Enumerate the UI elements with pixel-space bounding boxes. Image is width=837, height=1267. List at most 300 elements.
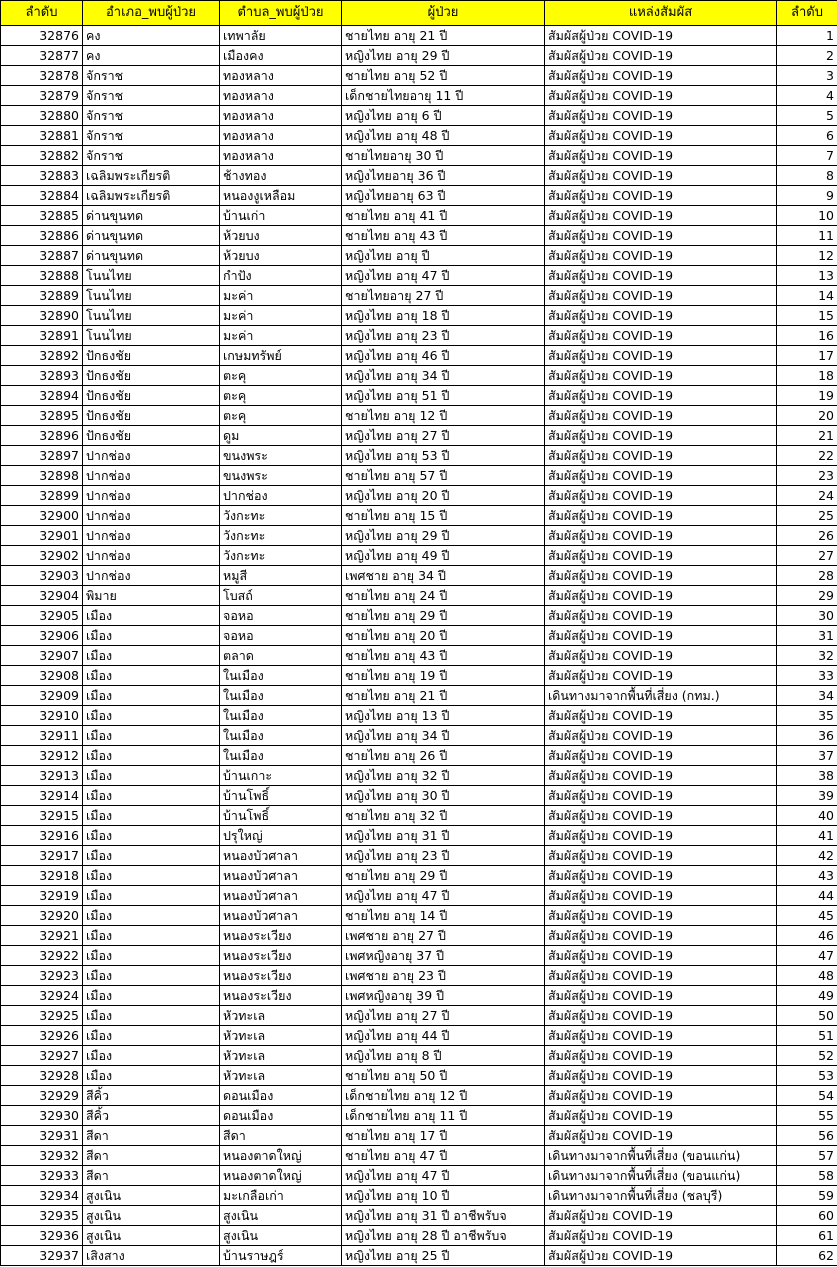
cell-tambon: เมืองคง [220, 46, 342, 66]
cell-amphoe: เมือง [83, 606, 220, 626]
cell-tambon: บ้านโพธิ์ [220, 806, 342, 826]
cell-tambon: หนองบัวศาลา [220, 846, 342, 866]
cell-patient: ชายไทย อายุ 50 ปี [342, 1066, 545, 1086]
cell-tambon: ดอนเมือง [220, 1106, 342, 1126]
table-row [1, 666, 837, 686]
cell-id: 32879 [1, 86, 83, 106]
cell-id: 32922 [1, 946, 83, 966]
cell-seq: 52 [777, 1046, 837, 1066]
cell-source: สัมผัสผู้ป่วย COVID-19 [545, 366, 777, 386]
cell-amphoe: เมือง [83, 886, 220, 906]
cell-source: สัมผัสผู้ป่วย COVID-19 [545, 486, 777, 506]
cell-patient: หญิงไทย อายุ 30 ปี [342, 786, 545, 806]
header-seq: ลำดับ [777, 1, 837, 26]
cell-amphoe: สีดา [83, 1166, 220, 1186]
cell-patient: หญิงไทยอายุ 63 ปี [342, 186, 545, 206]
cell-id: 32930 [1, 1106, 83, 1126]
cell-id: 32899 [1, 486, 83, 506]
cell-tambon: หนองบัวศาลา [220, 866, 342, 886]
cell-seq: 46 [777, 926, 837, 946]
cell-source: สัมผัสผู้ป่วย COVID-19 [545, 906, 777, 926]
cell-patient: ชายไทย อายุ 26 ปี [342, 746, 545, 766]
cell-patient: หญิงไทย อายุ 25 ปี [342, 1246, 545, 1266]
cell-source: สัมผัสผู้ป่วย COVID-19 [545, 86, 777, 106]
cell-patient: หญิงไทย อายุ 29 ปี [342, 526, 545, 546]
cell-id: 32902 [1, 546, 83, 566]
cell-seq: 38 [777, 766, 837, 786]
cell-source: สัมผัสผู้ป่วย COVID-19 [545, 966, 777, 986]
cell-id: 32904 [1, 586, 83, 606]
cell-seq: 7 [777, 146, 837, 166]
table-row [1, 466, 837, 486]
cell-tambon: ตะคุ [220, 406, 342, 426]
cell-seq: 36 [777, 726, 837, 746]
cell-tambon: ปากช่อง [220, 486, 342, 506]
cell-amphoe: ปากช่อง [83, 446, 220, 466]
cell-tambon: หนองบัวศาลา [220, 906, 342, 926]
cell-source: สัมผัสผู้ป่วย COVID-19 [545, 386, 777, 406]
cell-source: สัมผัสผู้ป่วย COVID-19 [545, 1066, 777, 1086]
cell-amphoe: เมือง [83, 806, 220, 826]
cell-seq: 10 [777, 206, 837, 226]
cell-amphoe: เมือง [83, 986, 220, 1006]
cell-amphoe: เมือง [83, 746, 220, 766]
cell-source: สัมผัสผู้ป่วย COVID-19 [545, 346, 777, 366]
cell-source: เดินทางมาจากพื้นที่เสี่ยง (ชลบุรี) [545, 1186, 777, 1206]
cell-tambon: สูงเนิน [220, 1206, 342, 1226]
table-row [1, 426, 837, 446]
table-row [1, 1006, 837, 1026]
cell-source: สัมผัสผู้ป่วย COVID-19 [545, 26, 777, 46]
cell-id: 32909 [1, 686, 83, 706]
cell-seq: 21 [777, 426, 837, 446]
cell-amphoe: จักราช [83, 66, 220, 86]
cell-patient: หญิงไทย อายุ ปี [342, 246, 545, 266]
cell-tambon: ทองหลาง [220, 86, 342, 106]
table-row [1, 446, 837, 466]
table-row [1, 686, 837, 706]
table-row [1, 746, 837, 766]
cell-amphoe: ปากช่อง [83, 486, 220, 506]
cell-source: สัมผัสผู้ป่วย COVID-19 [545, 306, 777, 326]
cell-patient: ชายไทย อายุ 41 ปี [342, 206, 545, 226]
cell-patient: ชายไทย อายุ 43 ปี [342, 226, 545, 246]
cell-tambon: เทพาลัย [220, 26, 342, 46]
cell-id: 32936 [1, 1226, 83, 1246]
cell-seq: 59 [777, 1186, 837, 1206]
cell-amphoe: เมือง [83, 846, 220, 866]
cell-source: สัมผัสผู้ป่วย COVID-19 [545, 926, 777, 946]
table-row [1, 866, 837, 886]
cell-seq: 22 [777, 446, 837, 466]
cell-tambon: วังกะทะ [220, 526, 342, 546]
cell-source: สัมผัสผู้ป่วย COVID-19 [545, 886, 777, 906]
cell-seq: 32 [777, 646, 837, 666]
table-row [1, 946, 837, 966]
cell-seq: 55 [777, 1106, 837, 1126]
table-row [1, 1206, 837, 1226]
cell-seq: 31 [777, 626, 837, 646]
cell-seq: 34 [777, 686, 837, 706]
cell-patient: ชายไทย อายุ 20 ปี [342, 626, 545, 646]
cell-source: สัมผัสผู้ป่วย COVID-19 [545, 1086, 777, 1106]
cell-patient: หญิงไทย อายุ 6 ปี [342, 106, 545, 126]
cell-seq: 53 [777, 1066, 837, 1086]
cell-amphoe: โนนไทย [83, 266, 220, 286]
table-row [1, 46, 837, 66]
cell-tambon: จอหอ [220, 606, 342, 626]
cell-amphoe: สีคิ้ว [83, 1086, 220, 1106]
cell-patient: หญิงไทย อายุ 29 ปี [342, 46, 545, 66]
cell-patient: ชายไทย อายุ 15 ปี [342, 506, 545, 526]
cell-seq: 44 [777, 886, 837, 906]
cell-source: สัมผัสผู้ป่วย COVID-19 [545, 846, 777, 866]
cell-seq: 6 [777, 126, 837, 146]
cell-id: 32914 [1, 786, 83, 806]
header-amphoe: อำเภอ_พบผู้ป่วย [83, 1, 220, 26]
cell-amphoe: เมือง [83, 1066, 220, 1086]
cell-patient: ชายไทย อายุ 47 ปี [342, 1146, 545, 1166]
table-row [1, 346, 837, 366]
cell-id: 32892 [1, 346, 83, 366]
cell-amphoe: ปากช่อง [83, 566, 220, 586]
cell-patient: หญิงไทย อายุ 49 ปี [342, 546, 545, 566]
cell-source: สัมผัสผู้ป่วย COVID-19 [545, 166, 777, 186]
cell-tambon: หัวทะเล [220, 1006, 342, 1026]
cell-tambon: ทองหลาง [220, 126, 342, 146]
cell-id: 32891 [1, 326, 83, 346]
cell-id: 32907 [1, 646, 83, 666]
cell-source: สัมผัสผู้ป่วย COVID-19 [545, 106, 777, 126]
cell-seq: 39 [777, 786, 837, 806]
cell-seq: 3 [777, 66, 837, 86]
cell-tambon: ทองหลาง [220, 106, 342, 126]
cell-patient: เพศหญิงอายุ 39 ปี [342, 986, 545, 1006]
cell-source: สัมผัสผู้ป่วย COVID-19 [545, 526, 777, 546]
header-patient: ผู้ป่วย [342, 1, 545, 26]
table-row [1, 506, 837, 526]
cell-seq: 48 [777, 966, 837, 986]
cell-seq: 9 [777, 186, 837, 206]
cell-patient: ชายไทยอายุ 27 ปี [342, 286, 545, 306]
table-row [1, 926, 837, 946]
cell-seq: 47 [777, 946, 837, 966]
table-row [1, 706, 837, 726]
cell-patient: ชายไทย อายุ 32 ปี [342, 806, 545, 826]
table-row [1, 646, 837, 666]
table-row [1, 386, 837, 406]
cell-amphoe: สีดา [83, 1126, 220, 1146]
cell-source: สัมผัสผู้ป่วย COVID-19 [545, 506, 777, 526]
cell-tambon: ปรุใหญ่ [220, 826, 342, 846]
cell-seq: 50 [777, 1006, 837, 1026]
cell-amphoe: เมือง [83, 766, 220, 786]
cell-patient: ชายไทย อายุ 14 ปี [342, 906, 545, 926]
cell-amphoe: สีดา [83, 1146, 220, 1166]
table-row [1, 246, 837, 266]
table-row [1, 226, 837, 246]
cell-tambon: สูงเนิน [220, 1226, 342, 1246]
cell-tambon: มะค่า [220, 286, 342, 306]
cell-tambon: ทองหลาง [220, 66, 342, 86]
cell-id: 32906 [1, 626, 83, 646]
cell-source: สัมผัสผู้ป่วย COVID-19 [545, 946, 777, 966]
cell-patient: หญิงไทย อายุ 53 ปี [342, 446, 545, 466]
cell-amphoe: เมือง [83, 1006, 220, 1026]
cell-id: 32910 [1, 706, 83, 726]
cell-seq: 27 [777, 546, 837, 566]
cell-id: 32920 [1, 906, 83, 926]
table-row [1, 826, 837, 846]
cell-id: 32927 [1, 1046, 83, 1066]
cell-amphoe: ปักธงชัย [83, 366, 220, 386]
table-row [1, 306, 837, 326]
cell-patient: ชายไทย อายุ 21 ปี [342, 686, 545, 706]
cell-seq: 60 [777, 1206, 837, 1226]
cell-amphoe: จักราช [83, 146, 220, 166]
cell-tambon: หัวทะเล [220, 1046, 342, 1066]
table-row [1, 1046, 837, 1066]
cell-amphoe: คง [83, 26, 220, 46]
cell-id: 32878 [1, 66, 83, 86]
cell-tambon: มะเกลือเก่า [220, 1186, 342, 1206]
header-id: ลำดับ [1, 1, 83, 26]
cell-patient: เพศชาย อายุ 34 ปี [342, 566, 545, 586]
cell-amphoe: ด่านขุนทด [83, 246, 220, 266]
cell-id: 32917 [1, 846, 83, 866]
cell-patient: ชายไทย อายุ 43 ปี [342, 646, 545, 666]
cell-tambon: เกษมทรัพย์ [220, 346, 342, 366]
cell-patient: หญิงไทย อายุ 51 ปี [342, 386, 545, 406]
table-row [1, 106, 837, 126]
table-row [1, 906, 837, 926]
cell-tambon: หมูสี [220, 566, 342, 586]
cell-seq: 19 [777, 386, 837, 406]
table-row [1, 1226, 837, 1246]
cell-patient: หญิงไทย อายุ 47 ปี [342, 886, 545, 906]
cell-seq: 8 [777, 166, 837, 186]
cell-tambon: ดอนเมือง [220, 1086, 342, 1106]
cell-seq: 56 [777, 1126, 837, 1146]
cell-amphoe: ปากช่อง [83, 466, 220, 486]
cell-tambon: หนองระเวียง [220, 966, 342, 986]
cell-id: 32925 [1, 1006, 83, 1026]
cell-seq: 28 [777, 566, 837, 586]
cell-seq: 17 [777, 346, 837, 366]
cell-source: เดินทางมาจากพื้นที่เสี่ยง (ขอนแก่น) [545, 1146, 777, 1166]
cell-seq: 37 [777, 746, 837, 766]
cell-id: 32884 [1, 186, 83, 206]
cell-amphoe: ปากช่อง [83, 526, 220, 546]
cell-source: สัมผัสผู้ป่วย COVID-19 [545, 566, 777, 586]
cell-tambon: วังกะทะ [220, 506, 342, 526]
table-row [1, 1066, 837, 1086]
cell-patient: หญิงไทย อายุ 32 ปี [342, 766, 545, 786]
cell-id: 32932 [1, 1146, 83, 1166]
table-body [1, 26, 837, 1266]
cell-patient: ชายไทย อายุ 52 ปี [342, 66, 545, 86]
cell-id: 32901 [1, 526, 83, 546]
cell-seq: 15 [777, 306, 837, 326]
cell-tambon: หนองระเวียง [220, 946, 342, 966]
table-row [1, 626, 837, 646]
table-row [1, 806, 837, 826]
cell-id: 32889 [1, 286, 83, 306]
cell-amphoe: เมือง [83, 866, 220, 886]
cell-amphoe: เมือง [83, 686, 220, 706]
cell-source: สัมผัสผู้ป่วย COVID-19 [545, 586, 777, 606]
cell-amphoe: เมือง [83, 666, 220, 686]
cell-tambon: ช้างทอง [220, 166, 342, 186]
cell-patient: หญิงไทย อายุ 31 ปี อาชีพรับจ [342, 1206, 545, 1226]
cell-seq: 14 [777, 286, 837, 306]
cell-patient: หญิงไทย อายุ 20 ปี [342, 486, 545, 506]
table-row [1, 606, 837, 626]
cell-id: 32908 [1, 666, 83, 686]
cell-source: สัมผัสผู้ป่วย COVID-19 [545, 1206, 777, 1226]
table-row [1, 1186, 837, 1206]
cell-id: 32881 [1, 126, 83, 146]
cell-id: 32888 [1, 266, 83, 286]
table-row [1, 986, 837, 1006]
cell-source: สัมผัสผู้ป่วย COVID-19 [545, 186, 777, 206]
cell-patient: หญิงไทย อายุ 31 ปี [342, 826, 545, 846]
cell-id: 32934 [1, 1186, 83, 1206]
cell-patient: หญิงไทย อายุ 18 ปี [342, 306, 545, 326]
cell-amphoe: เมือง [83, 826, 220, 846]
cell-id: 32903 [1, 566, 83, 586]
cell-tambon: หนองระเวียง [220, 986, 342, 1006]
cell-id: 32926 [1, 1026, 83, 1046]
header-source: แหล่งสัมผัส [545, 1, 777, 26]
cell-amphoe: เมือง [83, 786, 220, 806]
cell-source: สัมผัสผู้ป่วย COVID-19 [545, 426, 777, 446]
table-row [1, 886, 837, 906]
cell-tambon: ในเมือง [220, 666, 342, 686]
cell-source: สัมผัสผู้ป่วย COVID-19 [545, 546, 777, 566]
cell-patient: หญิงไทย อายุ 23 ปี [342, 846, 545, 866]
cell-id: 32923 [1, 966, 83, 986]
cell-id: 32931 [1, 1126, 83, 1146]
cell-id: 32915 [1, 806, 83, 826]
cell-amphoe: จักราช [83, 126, 220, 146]
cell-tambon: หนองตาดใหญ่ [220, 1166, 342, 1186]
cell-tambon: ทองหลาง [220, 146, 342, 166]
table-row [1, 146, 837, 166]
cell-id: 32882 [1, 146, 83, 166]
cell-source: เดินทางมาจากพื้นที่เสี่ยง (กทม.) [545, 686, 777, 706]
cell-id: 32883 [1, 166, 83, 186]
cell-patient: เพศชาย อายุ 23 ปี [342, 966, 545, 986]
cell-source: สัมผัสผู้ป่วย COVID-19 [545, 786, 777, 806]
cell-id: 32895 [1, 406, 83, 426]
cell-amphoe: เมือง [83, 646, 220, 666]
cell-seq: 2 [777, 46, 837, 66]
cell-source: สัมผัสผู้ป่วย COVID-19 [545, 466, 777, 486]
cell-tambon: ขนงพระ [220, 446, 342, 466]
cell-seq: 26 [777, 526, 837, 546]
cell-seq: 12 [777, 246, 837, 266]
cell-id: 32937 [1, 1246, 83, 1266]
cell-amphoe: จักราช [83, 86, 220, 106]
cell-amphoe: สูงเนิน [83, 1226, 220, 1246]
cell-id: 32905 [1, 606, 83, 626]
cell-amphoe: ปักธงชัย [83, 386, 220, 406]
cell-amphoe: คง [83, 46, 220, 66]
cell-amphoe: สีคิ้ว [83, 1106, 220, 1126]
cell-seq: 23 [777, 466, 837, 486]
cell-amphoe: พิมาย [83, 586, 220, 606]
table-row [1, 1146, 837, 1166]
cell-id: 32887 [1, 246, 83, 266]
cell-source: สัมผัสผู้ป่วย COVID-19 [545, 826, 777, 846]
cell-patient: ชายไทย อายุ 21 ปี [342, 26, 545, 46]
cell-tambon: ห้วยบง [220, 246, 342, 266]
cell-patient: เพศชาย อายุ 27 ปี [342, 926, 545, 946]
cell-seq: 51 [777, 1026, 837, 1046]
cell-seq: 11 [777, 226, 837, 246]
cell-patient: หญิงไทย อายุ 34 ปี [342, 366, 545, 386]
cell-patient: หญิงไทย อายุ 46 ปี [342, 346, 545, 366]
cell-seq: 41 [777, 826, 837, 846]
cell-source: สัมผัสผู้ป่วย COVID-19 [545, 706, 777, 726]
table-row [1, 566, 837, 586]
table-row [1, 1166, 837, 1186]
table-row [1, 66, 837, 86]
cell-seq: 62 [777, 1246, 837, 1266]
cell-amphoe: ปักธงชัย [83, 406, 220, 426]
cell-source: สัมผัสผู้ป่วย COVID-19 [545, 646, 777, 666]
cell-id: 32918 [1, 866, 83, 886]
cell-tambon: ห้วยบง [220, 226, 342, 246]
cell-seq: 18 [777, 366, 837, 386]
cell-patient: หญิงไทย อายุ 47 ปี [342, 266, 545, 286]
cell-amphoe: จักราช [83, 106, 220, 126]
cell-source: สัมผัสผู้ป่วย COVID-19 [545, 1226, 777, 1246]
cell-id: 32900 [1, 506, 83, 526]
cell-tambon: บ้านเก่า [220, 206, 342, 226]
cell-seq: 5 [777, 106, 837, 126]
cell-seq: 33 [777, 666, 837, 686]
cell-patient: หญิงไทย อายุ 8 ปี [342, 1046, 545, 1066]
table-row [1, 486, 837, 506]
cell-source: สัมผัสผู้ป่วย COVID-19 [545, 266, 777, 286]
cell-amphoe: ด่านขุนทด [83, 206, 220, 226]
cell-tambon: หนองระเวียง [220, 926, 342, 946]
table-row [1, 726, 837, 746]
table-row [1, 586, 837, 606]
table-row [1, 286, 837, 306]
cell-seq: 16 [777, 326, 837, 346]
cell-seq: 24 [777, 486, 837, 506]
cell-id: 32885 [1, 206, 83, 226]
cell-amphoe: ปากช่อง [83, 546, 220, 566]
cell-id: 32928 [1, 1066, 83, 1086]
cell-patient: หญิงไทย อายุ 27 ปี [342, 426, 545, 446]
cell-id: 32913 [1, 766, 83, 786]
table-row [1, 546, 837, 566]
table-row [1, 266, 837, 286]
cell-id: 32924 [1, 986, 83, 1006]
cell-patient: หญิงไทย อายุ 10 ปี [342, 1186, 545, 1206]
table-row [1, 966, 837, 986]
cell-seq: 54 [777, 1086, 837, 1106]
cell-amphoe: เฉลิมพระเกียรติ [83, 186, 220, 206]
cell-amphoe: เมือง [83, 1046, 220, 1066]
cell-source: สัมผัสผู้ป่วย COVID-19 [545, 626, 777, 646]
cell-source: สัมผัสผู้ป่วย COVID-19 [545, 446, 777, 466]
cell-amphoe: เมือง [83, 726, 220, 746]
